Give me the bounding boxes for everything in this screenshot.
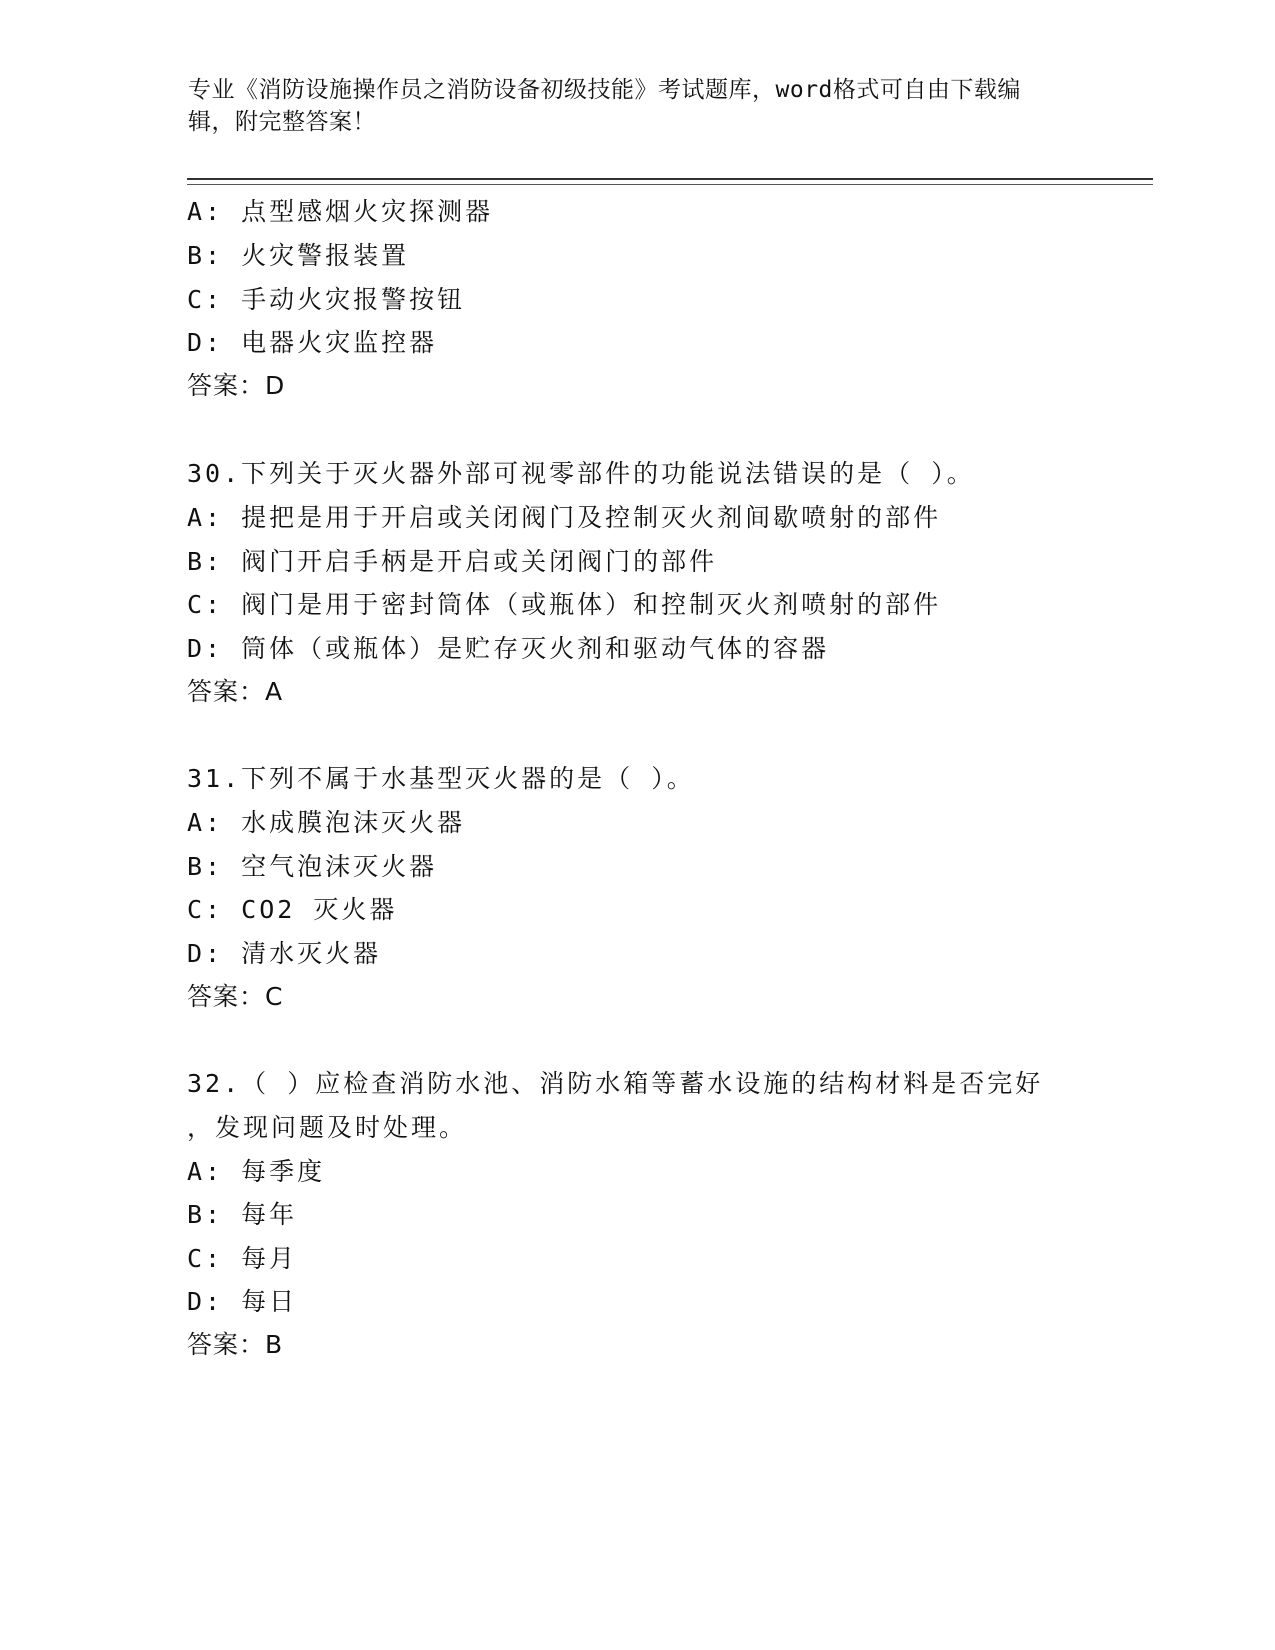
- q30-option-a: A: 提把是用于开启或关闭阀门及控制灭火剂间歇喷射的部件: [187, 503, 942, 532]
- q31-option-c: C: CO2 灭火器: [187, 895, 398, 924]
- q30-option-d: D: 筒体（或瓶体）是贮存灭火剂和驱动气体的容器: [187, 634, 830, 663]
- header-line-1: 专业《消防设施操作员之消防设备初级技能》考试题库，word格式可自由下载编: [188, 77, 1021, 103]
- header-line-2: 辑，附完整答案！: [188, 109, 376, 135]
- q29-option-b: B: 火灾警报装置: [187, 241, 410, 270]
- q31-option-a: A: 水成膜泡沫灭火器: [187, 808, 466, 837]
- header-divider-thick: [187, 178, 1153, 180]
- q30-question: 30.下列关于灭火器外部可视零部件的功能说法错误的是（ ）。: [187, 459, 975, 488]
- q32-option-a: A: 每季度: [187, 1157, 326, 1186]
- document-header: [188, 74, 1068, 138]
- q32-option-d: D: 每日: [187, 1287, 298, 1316]
- q32-question-line-2: ，发现问题及时处理。: [187, 1113, 468, 1142]
- q32-answer: 答案：B: [187, 1330, 284, 1359]
- q32-option-b: B: 每年: [187, 1200, 298, 1229]
- q29-answer: 答案：D: [187, 371, 286, 400]
- q31-question: 31.下列不属于水基型灭火器的是（ ）。: [187, 764, 695, 793]
- q30-option-c: C: 阀门是用于密封筒体（或瓶体）和控制灭火剂喷射的部件: [187, 590, 942, 619]
- q29-option-d: D: 电器火灾监控器: [187, 328, 438, 357]
- q31-option-b: B: 空气泡沫灭火器: [187, 852, 438, 881]
- q31-answer: 答案：C: [187, 982, 284, 1011]
- q32-question-line-1: 32.（ ）应检查消防水池、消防水箱等蓄水设施的结构材料是否完好: [187, 1069, 1044, 1098]
- q29-option-c: C: 手动火灾报警按钮: [187, 285, 466, 314]
- q30-option-b: B: 阀门开启手柄是开启或关闭阀门的部件: [187, 547, 718, 576]
- q31-option-d: D: 清水灭火器: [187, 939, 382, 968]
- q32-option-c: C: 每月: [187, 1244, 298, 1273]
- header-divider-thin: [187, 184, 1153, 185]
- q30-answer: 答案：A: [187, 677, 284, 706]
- q29-option-a: A: 点型感烟火灾探测器: [187, 197, 494, 226]
